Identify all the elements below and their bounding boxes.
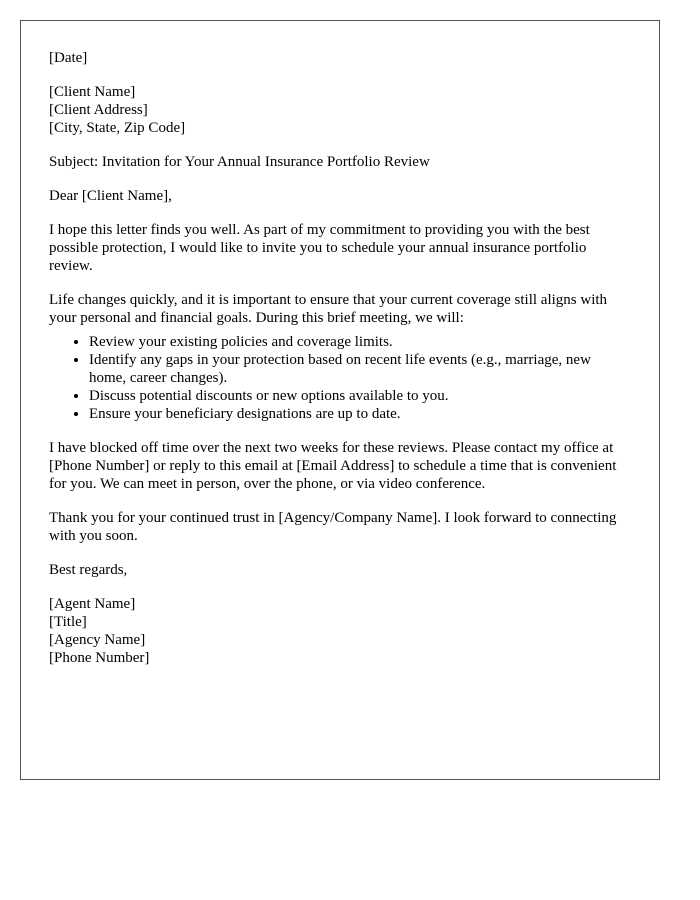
review-agenda-list [49,333,631,423]
list-item: • Review your existing policies and coverage limits. [89,333,631,351]
salutation: Dear [Client Name], [49,188,172,204]
thanks-paragraph: Thank you for your continued trust in [Agency/Company Name]. I look forward to connecting with you soon. [49,510,617,544]
subject-line: Subject: Invitation for Your Annual Insurance Portfolio Review [49,154,430,170]
closing-line: Best regards, [49,562,128,578]
agency-name: [Agency Name] [49,632,146,648]
scheduling-paragraph: I have blocked off time over the next two weeks for these reviews. Please contact my office at [Phone Number] or reply to this email at [Email Address] to schedule a time that is convenient for you. We can meet in person, over the phone, or via video conference. [49,440,617,492]
recipient-name: [Client Name] [49,84,136,100]
agent-title: [Title] [49,614,87,630]
signature-block [49,595,631,667]
recipient-address [49,83,631,137]
date-line [49,49,631,67]
agent-phone: [Phone Number] [49,650,150,666]
list-item: • Ensure your beneficiary designations are up to date. [89,405,631,423]
letter-document [20,20,660,780]
recipient-city-state-zip: [City, State, Zip Code] [49,120,186,136]
meeting-paragraph: Life changes quickly, and it is important to ensure that your current coverage still aligns with your personal and financial goals. During this brief meeting, we will: [49,292,608,326]
agent-name: [Agent Name] [49,596,136,612]
intro-paragraph: I hope this letter finds you well. As part of my commitment to providing you with the best possible protection, I would like to invite you to schedule your annual insurance portfolio review. [49,222,590,274]
date-text: [Date] [49,50,88,66]
recipient-street: [Client Address] [49,102,148,118]
list-item: • Identify any gaps in your protection based on recent life events (e.g., marriage, new home, career changes). [89,351,631,387]
list-item: • Discuss potential discounts or new options available to you. [89,387,631,405]
